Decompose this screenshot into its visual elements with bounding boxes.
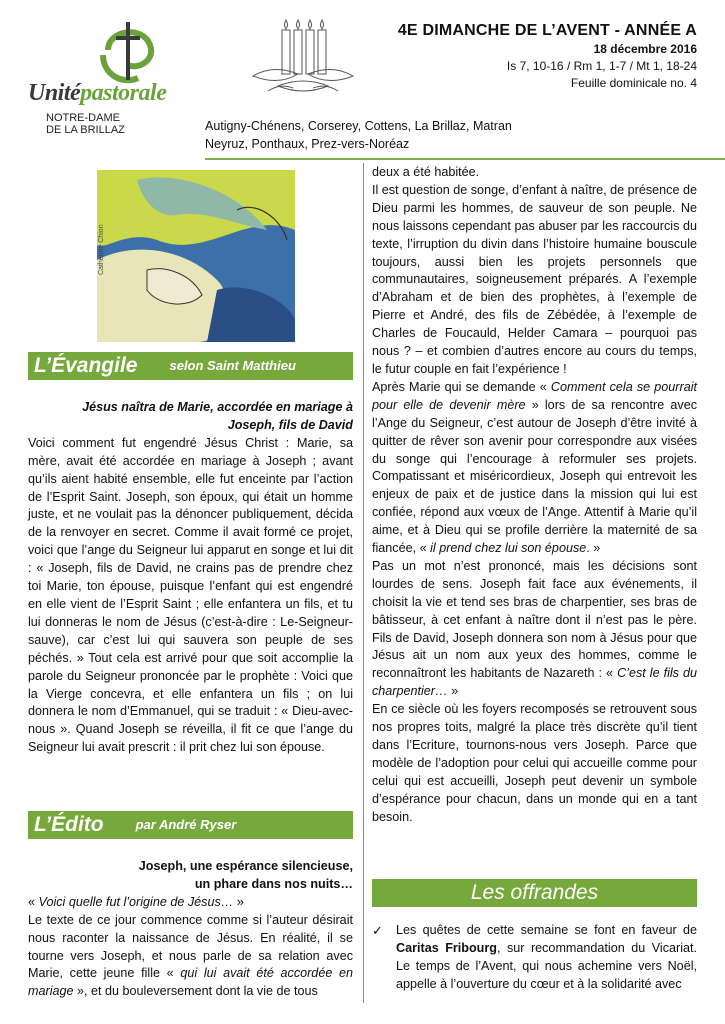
header-divider <box>205 158 725 160</box>
sheet-info <box>398 22 697 92</box>
edito-section <box>28 811 353 1001</box>
art-credit: Catherine Chion <box>98 224 105 275</box>
offrandes-banner <box>372 879 697 907</box>
edito-banner <box>28 811 353 839</box>
edito-continued <box>372 164 697 827</box>
edito-author: par André Ryser <box>135 817 237 833</box>
advent-candles-icon <box>248 16 358 96</box>
edito-heading: Joseph, une espérance silencieuse, un phare dans nos nuits… <box>138 859 353 891</box>
edito-paragraph-3: Après Marie qui se demande « Comment cela se pourrait pour elle de devenir mère » lors de sa rencontre avec l’Ange du Seigneur, c’est autour de Joseph d’être invité à quitter de rêver son avenir pour correspondre aux visées du songe qui l’encourage à reformuler ses projets. Compatissant et miséricordieux, Joseph qui entrevoit les enjeux de paix et de justice dans la mission qui lui est confiée, répond aux vœux de l’Ange. Attentif à Marie qu’il aime, et à Dieu qui se profile derrière la maternité de sa fiancée, « il prend chez lui son épouse. » <box>372 379 698 556</box>
sheet-number: Feuille dominicale no. 4 <box>570 76 697 90</box>
edito-paragraph-2: Il est question de songe, d’enfant à naître, de présence de Dieu parmi les hommes, de sauveur de son peuple. Ne nous laissons cependant pas abuser par les raccourcis du texte, l’irruption du divin dans l’histoire humaine bouscule toujours, aussi bien les projets personnels que communautaires, soigneusement préparés. A l’exemple d’Abraham et de bien des prophètes, à l’exemple de Pierre et André, des fils de Zébédée, à l’exemple de Charles de Foucauld, Helder Camara – pourquoi pas nous ? – et combien d’autres encore au cours du temps, le futur couple en fait l’expérience ! <box>372 182 697 376</box>
gospel-subtitle: selon Saint Matthieu <box>169 358 296 374</box>
edito-text: Le texte de ce jour commence comme si l’auteur désirait nous raconter la naissance de Jésus. En réalité, il se tourne vers Joseph, et nous parle de sa relation avec Marie, cette jeune fille « qui lui avait été accordée en mariage », et du bouleversement dont la vie de tous <box>28 912 353 999</box>
edito-title: L’Édito <box>34 813 104 837</box>
gospel-title: L’Évangile <box>34 354 138 378</box>
edito-paragraph-4: Pas un mot n’est prononcé, mais les décisions sont lourdes de sens. Joseph fait face aux événements, il choisit la vie et tend ses bras de charpentier, ses bras de bâtisseur, à cet enfant à naître dont il n’est pas le père. Fils de David, Joseph donnera son nom à Jésus pour que Jésus ait un nom aux yeux des hommes, comme le reconnaîtront les habitants de Nazareth : « C’est le fils du charpentier… » <box>372 558 697 699</box>
gospel-heading: Jésus naîtra de Marie, accordée en mariage à Joseph, fils de David <box>82 400 353 432</box>
edito-quote: « Voici quelle fut l’origine de Jésus… » <box>28 894 244 909</box>
column-divider <box>363 163 364 1003</box>
logo-wordmark: Unitépastorale <box>28 80 167 106</box>
gospel-text: Voici comment fut engendré Jésus Christ : Marie, sa mère, avait été accordée en mariage à Joseph ; avant qu’ils aient habité ensemble, elle fut enceinte par l’action de l’Esprit Saint. Joseph, son époux, qui était un homme juste, et ne voulait pas la dénoncer publiquement, décida de la renvoyer en secret. Comme il avait formé ce projet, voici que l’ange du Seigneur lui apparut en songe et lui dit : « Joseph, fils de David, ne crains pas de prendre chez toi Marie, ton épouse, puisque l’enfant qui est engendré en elle vient de l’Esprit Saint ; elle enfantera un fils, et tu lui donneras le nom de Jésus (c’est-à-dire : Le-Seigneur-sauve), car c’est lui qui sauvera son peuple de ses péchés. » Tout cela est arrivé pour que soit accomplie la parole du Seigneur prononcée par le prophète : Voici que la Vierge concevra, et elle enfantera un fils ; on lui donnera le nom d’Emmanuel, qui se traduit : « Dieu-avec-nous ». Quand Joseph se réveilla, il fit ce que l’ange du Seigneur lui avait prescrit : il prit chez lui son épouse. <box>28 435 353 755</box>
parish-logo <box>28 20 198 140</box>
logo-parish-name: NOTRE-DAME DE LA BRILLAZ <box>46 112 125 136</box>
offrandes-title: Les offrandes <box>470 881 599 905</box>
page-title: 4E DIMANCHE DE L’AVENT - ANNÉE A <box>397 22 697 39</box>
check-icon: ✓ <box>372 923 383 938</box>
list-item: ✓ Les quêtes de cette semaine se font en faveur de Caritas Fribourg, sur recommandation du Vicariat. Le temps de l’Avent, qui nous achemine vers Noël, appelle à l’ouverture du cœur et à la solidarité avec <box>372 923 697 991</box>
gospel-banner <box>28 352 353 380</box>
nativity-artwork <box>97 170 295 342</box>
villages-list: Autigny-Chénens, Corserey, Cottens, La Brillaz, Matran Neyruz, Ponthaux, Prez-vers-Noréaz <box>205 119 512 151</box>
sheet-date: 18 décembre 2016 <box>593 42 697 56</box>
readings: Is 7, 10-16 / Rm 1, 1-7 / Mt 1, 18-24 <box>506 59 697 73</box>
offrandes-list <box>372 922 697 994</box>
gospel-section <box>28 352 353 757</box>
edito-paragraph-5: En ce siècle où les foyers recomposés se retrouvent sous nos propres toits, malgré la place très discrète qu’il tient dans l’Ecriture, tournons-nous vers Joseph. Parce que modèle de l’adoption pour celui qui accueille comme pour celui qui est accueilli, Joseph peut devenir un symbole d’espérance pour chacun, dans un monde qui en a tant besoin. <box>372 702 697 824</box>
edito-paragraph-1: deux a été habitée. <box>372 165 480 179</box>
offrandes-section <box>372 879 697 994</box>
